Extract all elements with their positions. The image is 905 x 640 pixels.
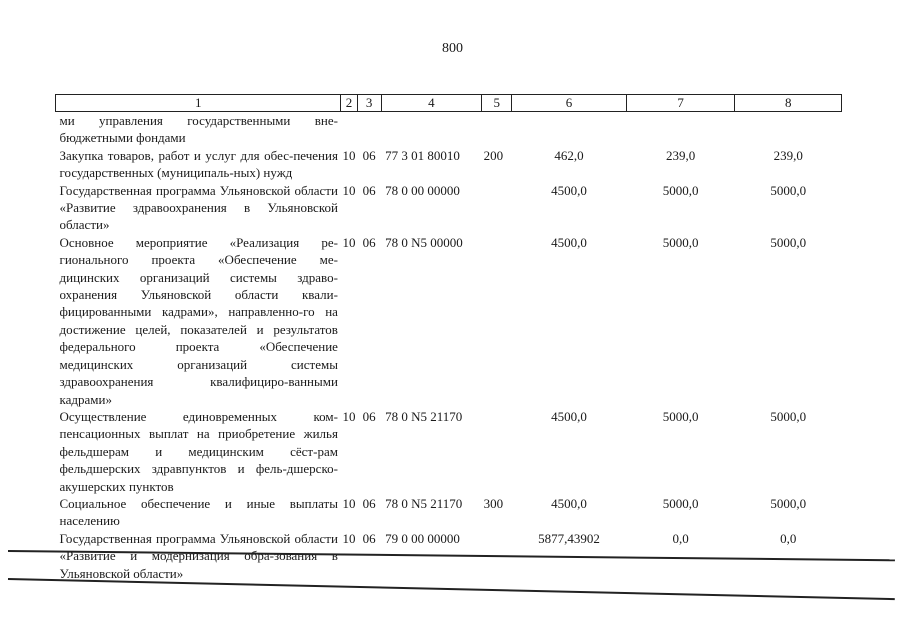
header-col-2: 2 bbox=[341, 95, 357, 112]
table-row bbox=[56, 234, 842, 408]
header-col-8: 8 bbox=[735, 95, 842, 112]
row-value-col8 bbox=[735, 112, 842, 147]
row-value-col7: 5000,0 bbox=[662, 182, 699, 198]
row-podrazdel: 06 bbox=[362, 530, 376, 546]
header-col-5: 5 bbox=[482, 95, 512, 112]
row-razdel: 10 bbox=[342, 182, 356, 198]
row-value-col8: 5000,0 bbox=[770, 234, 807, 250]
row-podrazdel: 06 bbox=[362, 408, 376, 424]
row-razdel: 10 bbox=[342, 408, 356, 424]
row-expense-type: 200 bbox=[483, 147, 504, 163]
header-col-1: 1 bbox=[56, 95, 341, 112]
table-row bbox=[56, 408, 842, 495]
row-value-col6: 4500,0 bbox=[551, 182, 587, 198]
row-target-code: 78 0 00 00000 bbox=[385, 182, 460, 198]
table-row bbox=[56, 147, 842, 182]
row-podrazdel: 06 bbox=[362, 182, 376, 198]
row-target-code: 77 3 01 80010 bbox=[385, 147, 460, 163]
header-col-6: 6 bbox=[512, 95, 627, 112]
row-value-col7: 5000,0 bbox=[662, 495, 699, 511]
row-razdel bbox=[341, 112, 357, 147]
row-name: Государственная программа Ульяновской области «Развитие здравоохранения в Ульяновской области» bbox=[59, 182, 338, 233]
row-target-code: 78 0 N5 00000 bbox=[385, 234, 463, 250]
row-value-col6: 4500,0 bbox=[551, 495, 587, 511]
row-name: Государственная программа Ульяновской области «Развитие и модернизация обра-зования в Ульяновской области» bbox=[59, 530, 338, 581]
row-value-col6: 4500,0 bbox=[551, 408, 587, 424]
row-expense-type bbox=[482, 112, 512, 147]
row-value-col6: 4500,0 bbox=[551, 234, 587, 250]
row-name: Социальное обеспечение и иные выплаты населению bbox=[59, 495, 338, 529]
header-col-3: 3 bbox=[357, 95, 381, 112]
row-value-col8: 239,0 bbox=[773, 147, 803, 163]
row-podrazdel bbox=[357, 112, 381, 147]
row-target-code bbox=[381, 112, 482, 147]
row-podrazdel: 06 bbox=[362, 495, 376, 511]
row-value-col8: 5000,0 bbox=[770, 408, 807, 424]
row-value-col7: 0,0 bbox=[672, 530, 689, 546]
row-value-col7: 5000,0 bbox=[662, 408, 699, 424]
row-podrazdel: 06 bbox=[362, 234, 376, 250]
row-value-col7: 239,0 bbox=[665, 147, 696, 163]
row-name: ми управления государственными вне-бюджетными фондами bbox=[59, 113, 338, 146]
row-podrazdel: 06 bbox=[362, 147, 376, 163]
row-value-col7 bbox=[626, 112, 735, 147]
table-row bbox=[56, 495, 842, 530]
row-expense-type bbox=[482, 234, 512, 408]
header-row bbox=[56, 95, 842, 112]
header-col-7: 7 bbox=[626, 95, 735, 112]
row-razdel: 10 bbox=[342, 147, 356, 163]
row-expense-type bbox=[482, 182, 512, 234]
row-value-col6: 462,0 bbox=[554, 147, 584, 163]
row-name: Закупка товаров, работ и услуг для обес-печения государственных (муниципаль-ных) нужд bbox=[59, 147, 338, 181]
row-target-code: 78 0 N5 21170 bbox=[385, 408, 463, 424]
row-razdel: 10 bbox=[342, 234, 356, 250]
row-value-col8: 0,0 bbox=[780, 530, 797, 546]
page-number: 800 bbox=[442, 41, 463, 56]
row-value-col8: 5000,0 bbox=[770, 182, 807, 198]
row-value-col7: 5000,0 bbox=[662, 234, 699, 250]
row-expense-type: 300 bbox=[483, 495, 504, 511]
row-value-col6 bbox=[512, 112, 627, 147]
row-value-col8: 5000,0 bbox=[770, 495, 807, 511]
budget-table bbox=[55, 94, 842, 582]
row-razdel: 10 bbox=[342, 530, 356, 546]
row-name: Основное мероприятие «Реализация ре-гионального проекта «Обеспечение ме-дицинских организаций системы здраво-охранения Ульяновской области квали-фицированными кадрами», направленно-го на достижение целей, показателей и результатов федерального проекта «Обеспечение медицинских организаций системы здравоохранения квалифициро-ванными кадрами» bbox=[59, 234, 338, 407]
row-value-col6: 5877,43902 bbox=[538, 530, 600, 546]
header-col-4: 4 bbox=[381, 95, 482, 112]
row-name: Осуществление единовременных ком-пенсационных выплат на приобретение жилья фельдшерам и медицинским сёст-рам фельдшерских здравпунктов и фель-дшерско-акушерских пунктов bbox=[59, 408, 338, 494]
row-expense-type bbox=[482, 408, 512, 495]
table-row bbox=[56, 112, 842, 147]
table-row bbox=[56, 182, 842, 234]
row-target-code: 79 0 00 00000 bbox=[385, 530, 460, 546]
row-target-code: 78 0 N5 21170 bbox=[385, 495, 463, 511]
row-razdel: 10 bbox=[342, 495, 356, 511]
